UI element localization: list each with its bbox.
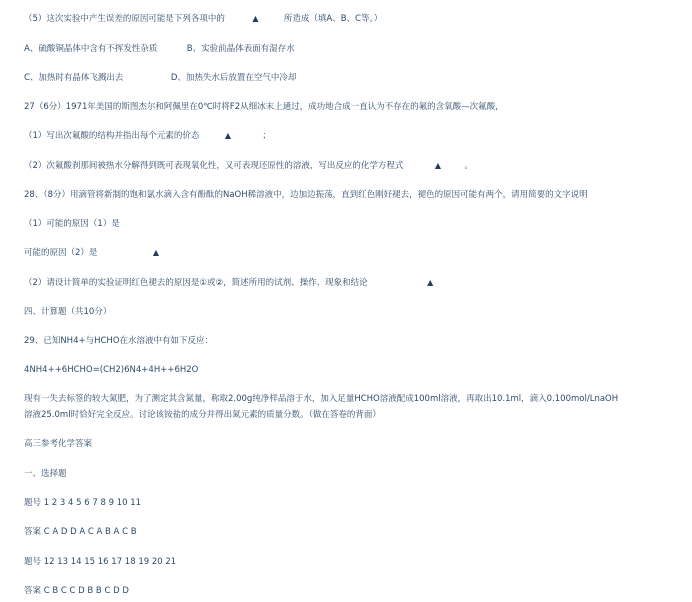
question-29-body-2 <box>24 409 381 421</box>
options-ab <box>24 43 295 55</box>
answers-row-1 <box>24 526 137 538</box>
question-27-1 <box>24 130 271 142</box>
section-4-title: 四、计算题（共10分） <box>24 307 112 317</box>
question-28-1-text: （1）可能的原因（1）是 <box>24 219 120 229</box>
period: 。 <box>464 161 473 171</box>
question-27-1-text: （1）写出次氟酸的结构并指出每个元素的价态 <box>24 131 200 141</box>
reason-2-text: 可能的原因（2）是 <box>24 248 98 258</box>
multiple-choice-title: 一、选择题 <box>24 469 67 479</box>
question-5 <box>24 13 382 25</box>
answer-blank-marker: ▲ <box>434 161 441 170</box>
question-28-text: 28、（8分）用滴管将新制的饱和氯水滴入含有酚酞的NaOH稀溶液中，边加边振荡，直到红色刚好褪去，褪色的原因可能有两个，请用简要的文字说明 <box>24 190 588 200</box>
answers-12-21: 答案 C B C C D B B C D D <box>24 586 129 596</box>
question-27-2 <box>24 160 473 172</box>
question-28 <box>24 189 588 201</box>
question-numbers-row-1 <box>24 497 141 509</box>
question-27-text: 27（6分）1971年美国的斯图杰尔和阿佩里在0℃时将F2从细冰末上通过，成功地合成一直认为不存在的氟的含氧酸—次氟酸， <box>24 102 504 112</box>
reaction-equation <box>24 364 198 376</box>
question-27 <box>24 101 504 113</box>
question-28-reason-2 <box>24 247 159 259</box>
question-28-2 <box>24 277 433 289</box>
semicolon: ； <box>262 131 271 141</box>
body-line-2: 溶液25.0ml时恰好完全反应。讨论该铵盐的成分并得出氮元素的质量分数。（做在答卷的背面） <box>24 410 381 420</box>
equation-text: 4NH4++6HCHO=(CH2)6N4+4H++6H2O <box>24 365 199 375</box>
numbers-1-11: 题号 1 2 3 4 5 6 7 8 9 10 11 <box>24 498 142 508</box>
section-4-heading <box>24 306 111 318</box>
answer-blank-marker: ▲ <box>152 248 159 257</box>
answers-row-2 <box>24 585 129 597</box>
question-28-2-text: （2）请设计简单的实验证明红色褪去的原因是①或②，简述所用的试剂、操作、现象和结论 <box>24 278 368 288</box>
answer-key-heading: 高三参考化学答案 <box>24 439 93 449</box>
options-cd <box>24 72 296 84</box>
question-29-text: 29、已知NH4+与HCHO在水溶液中有如下反应： <box>24 336 214 346</box>
question-5-suffix: 所造成（填A、B、C等。） <box>283 14 383 24</box>
question-27-2-text: （2）次氟酸刹那间被热水分解得到既可表现氧化性，又可表现还原性的溶液，写出反应的化学方程式 <box>24 161 404 171</box>
numbers-12-21: 题号 12 13 14 15 16 17 18 19 20 21 <box>24 557 177 567</box>
body-line-1: 现有一失去标签的较大氮肥，为了测定其含氮量，称取2.00g纯净样品溶于水，加入足量HCHO溶液配成100ml溶液，再取出10.1ml，滴入0.100mol/LnaOH <box>24 394 619 404</box>
option-a: A、硫酸铜晶体中含有不挥发性杂质 <box>24 44 158 54</box>
answer-blank-marker: ▲ <box>224 131 231 140</box>
question-29-body-1 <box>24 393 618 405</box>
option-b: B、实验前晶体表面有湿存水 <box>186 44 295 54</box>
answer-key-title <box>24 438 92 450</box>
option-c: C、加热时有晶体飞溅出去 <box>24 73 124 83</box>
answers-1-11: 答案 C A D D A C A B A C B <box>24 527 137 537</box>
option-d: D、加热失水后放置在空气中冷却 <box>170 73 297 83</box>
question-numbers-row-2 <box>24 556 176 568</box>
answer-blank-marker: ▲ <box>252 14 259 23</box>
question-29 <box>24 335 213 347</box>
question-5-text: （5）这次实验中产生误差的原因可能是下列各项中的 <box>24 14 225 24</box>
section-1-heading <box>24 468 67 480</box>
answer-blank-marker: ▲ <box>427 278 434 287</box>
question-28-1 <box>24 218 120 230</box>
